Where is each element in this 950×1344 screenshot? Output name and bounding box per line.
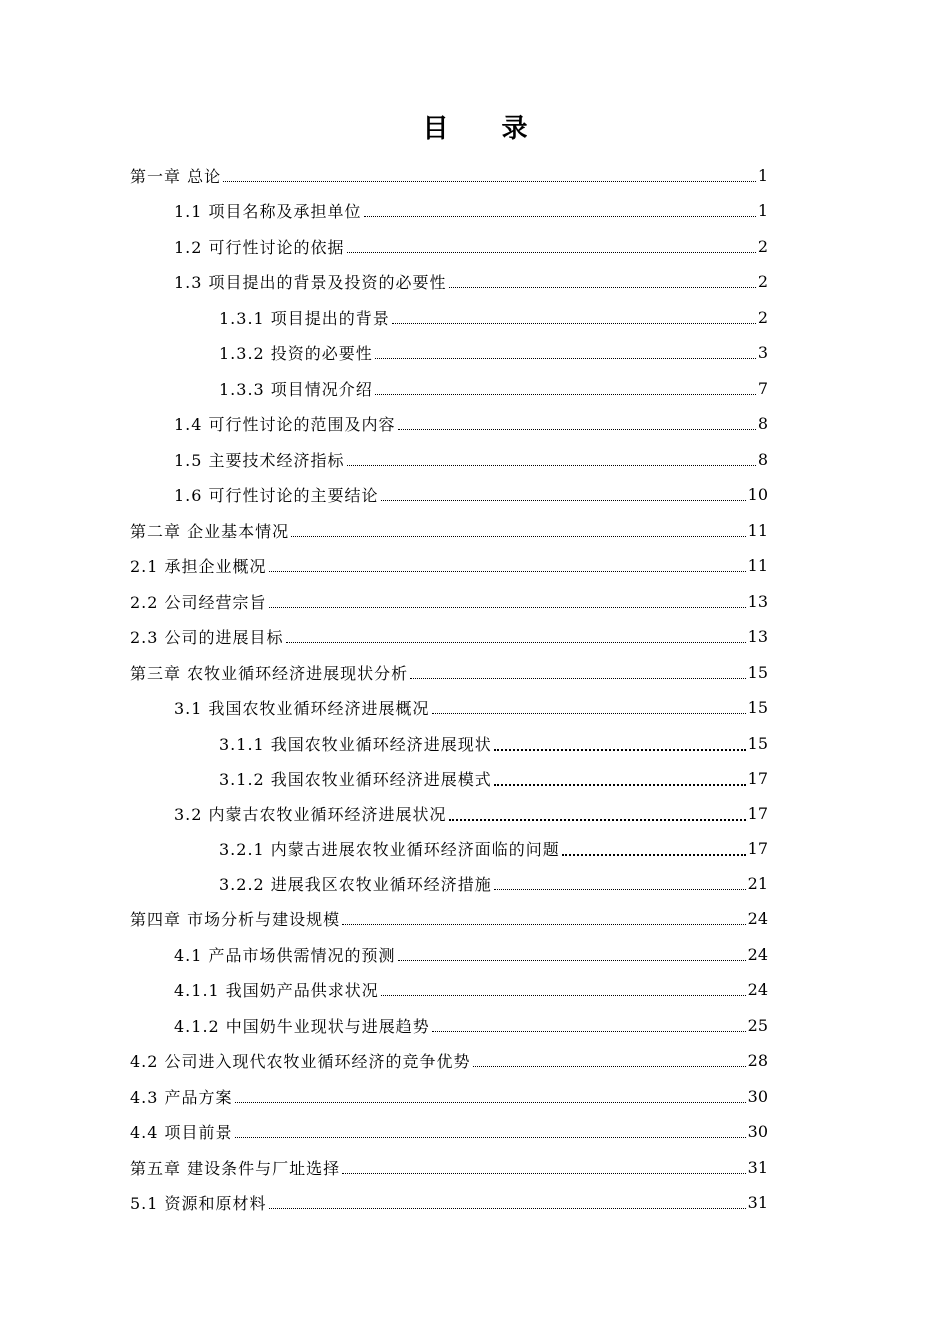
leader-dots (449, 286, 756, 288)
toc-entry-page: 21 (747, 873, 768, 893)
toc-entry[interactable] (174, 405, 768, 441)
leader-dots (473, 1065, 746, 1067)
toc-entry[interactable] (174, 476, 768, 512)
toc-entry-page: 17 (747, 838, 768, 858)
toc-entry[interactable] (219, 299, 768, 335)
toc-entry-label: 4.1.2 中国奶牛业现状与进展趋势 (174, 1016, 430, 1036)
toc-entry-page: 1 (757, 200, 768, 220)
leader-dots (398, 959, 746, 961)
toc-entry[interactable] (130, 1184, 768, 1220)
toc-entry[interactable] (130, 583, 768, 619)
toc-entry-page: 17 (747, 768, 768, 788)
leader-dots (381, 994, 746, 996)
toc-entry[interactable] (219, 865, 768, 901)
toc-entry-label: 第一章 总论 (130, 166, 222, 186)
leader-dots (494, 888, 746, 890)
toc-entry-page: 8 (757, 413, 768, 433)
toc-entry[interactable] (219, 370, 768, 406)
toc-entry-page: 11 (747, 520, 768, 540)
leader-dots (494, 748, 746, 751)
toc-entry-label: 2.1 承担企业概况 (130, 556, 267, 576)
toc-entry-page: 8 (757, 449, 768, 469)
toc-entry[interactable] (130, 157, 768, 193)
toc-entry-page: 15 (747, 733, 768, 753)
toc-entry[interactable] (174, 192, 768, 228)
toc-entry-label: 3.2.1 内蒙古进展农牧业循环经济面临的问题 (219, 839, 560, 859)
leader-dots (342, 923, 746, 925)
toc-entry-page: 2 (757, 271, 768, 291)
leader-dots (375, 357, 756, 359)
leader-dots (494, 783, 746, 786)
toc-entry[interactable] (174, 795, 768, 831)
leader-dots (392, 322, 756, 324)
toc-entry[interactable] (130, 512, 768, 548)
toc-entry-label: 1.4 可行性讨论的范围及内容 (174, 414, 396, 434)
leader-dots (375, 393, 756, 395)
toc-entry[interactable] (219, 725, 768, 761)
toc-entry[interactable] (130, 1078, 768, 1114)
toc-entry-page: 2 (757, 307, 768, 327)
toc-entry-page: 10 (747, 484, 768, 504)
toc-entry-label: 3.2 内蒙古农牧业循环经济进展状况 (174, 804, 447, 824)
toc-entry[interactable] (174, 1007, 768, 1043)
toc-entry-label: 3.1.1 我国农牧业循环经济进展现状 (219, 734, 492, 754)
toc-entry-label: 1.3 项目提出的背景及投资的必要性 (174, 272, 447, 292)
toc-entry-label: 1.3.2 投资的必要性 (219, 343, 373, 363)
toc-entry-label: 1.2 可行性讨论的依据 (174, 237, 345, 257)
toc-entry-page: 3 (757, 342, 768, 362)
toc-entry[interactable] (174, 263, 768, 299)
toc-entry-page: 13 (747, 626, 768, 646)
toc-entry-label: 1.6 可行性讨论的主要结论 (174, 485, 379, 505)
toc-entry-page: 13 (747, 591, 768, 611)
toc-entry-label: 4.2 公司进入现代农牧业循环经济的竞争优势 (130, 1051, 471, 1071)
toc-entry[interactable] (174, 971, 768, 1007)
toc-entry[interactable] (130, 1042, 768, 1078)
leader-dots (432, 1030, 746, 1032)
toc-entry-label: 3.1.2 我国农牧业循环经济进展模式 (219, 769, 492, 789)
toc-entry-page: 25 (747, 1015, 768, 1035)
toc-entry[interactable] (174, 689, 768, 725)
toc-entry-label: 2.2 公司经营宗旨 (130, 592, 267, 612)
leader-dots (291, 535, 746, 537)
leader-dots (269, 1207, 746, 1209)
toc-entry-label: 5.1 资源和原材料 (130, 1193, 267, 1213)
toc-entry-label: 第三章 农牧业循环经济进展现状分析 (130, 663, 409, 683)
leader-dots (223, 180, 756, 182)
toc-entry-page: 15 (747, 697, 768, 717)
toc-entry-page: 24 (747, 979, 768, 999)
toc-entry[interactable] (174, 228, 768, 264)
leader-dots (410, 677, 746, 679)
toc-entry-page: 30 (747, 1086, 768, 1106)
toc-entry-label: 4.1 产品市场供需情况的预测 (174, 945, 396, 965)
leader-dots (364, 215, 756, 217)
leader-dots (269, 570, 746, 572)
leader-dots (432, 712, 746, 714)
leader-dots (342, 1172, 746, 1174)
toc-entry[interactable] (219, 760, 768, 796)
toc-entry-page: 24 (747, 908, 768, 928)
toc-entry-page: 15 (747, 662, 768, 682)
toc-entry[interactable] (219, 334, 768, 370)
toc-entry-page: 28 (747, 1050, 768, 1070)
toc-entry-page: 30 (747, 1121, 768, 1141)
toc-entry-page: 1 (757, 165, 768, 185)
toc-entry-label: 1.5 主要技术经济指标 (174, 450, 345, 470)
toc-entry[interactable] (130, 618, 768, 654)
toc-entry-label: 4.1.1 我国奶产品供求状况 (174, 980, 379, 1000)
leader-dots (449, 818, 746, 821)
toc-entry[interactable] (130, 900, 768, 936)
toc-entry[interactable] (219, 830, 768, 866)
toc-entry-page: 7 (757, 378, 768, 398)
leader-dots (235, 1101, 746, 1103)
toc-entry-label: 4.3 产品方案 (130, 1087, 233, 1107)
toc-entry-label: 3.1 我国农牧业循环经济进展概况 (174, 698, 430, 718)
toc-entry-label: 1.3.1 项目提出的背景 (219, 308, 390, 328)
toc-entry-label: 1.1 项目名称及承担单位 (174, 201, 362, 221)
toc-entry[interactable] (130, 1149, 768, 1185)
toc-entry-page: 11 (747, 555, 768, 575)
toc-entry-page: 17 (747, 803, 768, 823)
toc-entry-label: 第五章 建设条件与厂址选择 (130, 1158, 341, 1178)
leader-dots (269, 606, 746, 608)
toc-entry-label: 1.3.3 项目情况介绍 (219, 379, 373, 399)
leader-dots (562, 853, 746, 856)
toc-entry[interactable] (130, 654, 768, 690)
leader-dots (286, 641, 746, 643)
toc-entry[interactable] (174, 936, 768, 972)
toc-title: 目 录 (422, 114, 550, 144)
leader-dots (347, 464, 756, 466)
toc-entry-label: 第四章 市场分析与建设规模 (130, 909, 341, 929)
leader-dots (347, 251, 756, 253)
toc-entry[interactable] (174, 441, 768, 477)
toc-entry-page: 31 (747, 1192, 768, 1212)
leader-dots (381, 499, 746, 501)
toc-entry-label: 第二章 企业基本情况 (130, 521, 290, 541)
toc-entry-page: 24 (747, 944, 768, 964)
leader-dots (235, 1136, 746, 1138)
toc-entry-label: 4.4 项目前景 (130, 1122, 233, 1142)
toc-entry[interactable] (130, 547, 768, 583)
toc-entry[interactable] (130, 1113, 768, 1149)
toc-entry-label: 2.3 公司的进展目标 (130, 627, 284, 647)
toc-entry-page: 31 (747, 1157, 768, 1177)
leader-dots (398, 428, 756, 430)
toc-entry-label: 3.2.2 进展我区农牧业循环经济措施 (219, 874, 492, 894)
toc-entry-page: 2 (757, 236, 768, 256)
